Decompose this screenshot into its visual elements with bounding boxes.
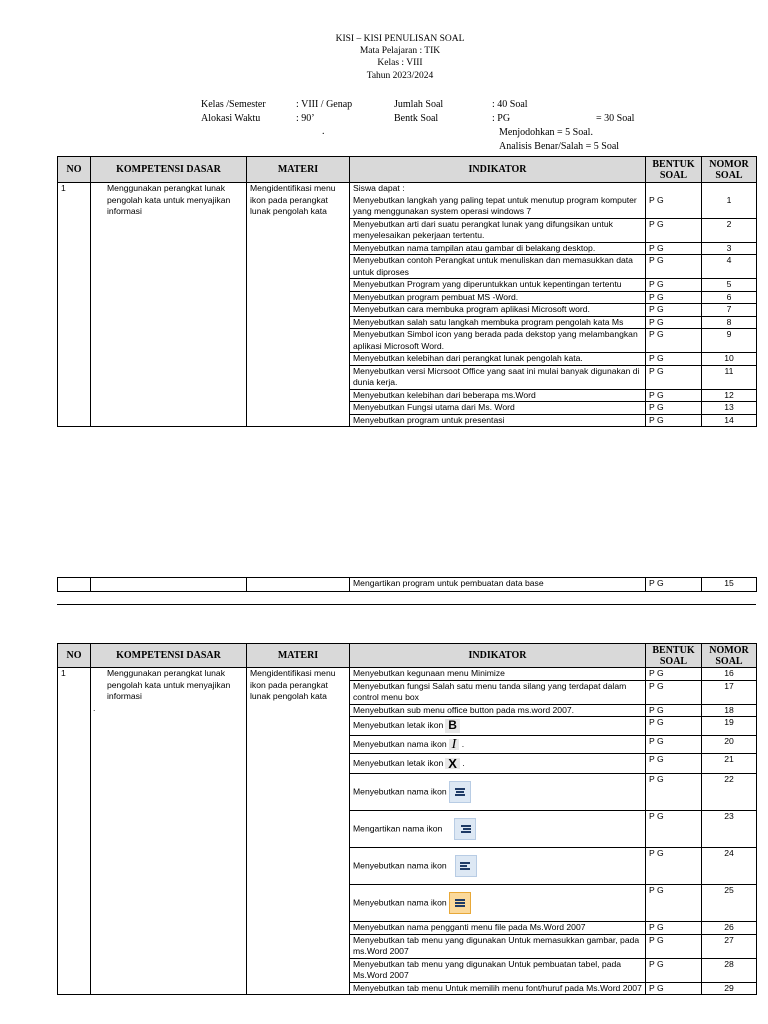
indikator-cell bbox=[350, 754, 646, 774]
strikethrough-x-icon: X bbox=[445, 758, 460, 770]
table-row bbox=[58, 183, 757, 219]
nomor-cell: 27 bbox=[702, 934, 757, 958]
italic-icon: I bbox=[449, 739, 460, 751]
indikator-cell: Menyebutkan program untuk presentasi bbox=[350, 414, 646, 427]
indikator-cell: Menyebutkan kelebihan dari beberapa ms.Word bbox=[350, 389, 646, 402]
bentuk-cell: P G bbox=[646, 218, 702, 242]
page-divider bbox=[57, 604, 756, 605]
nomor-cell: 6 bbox=[702, 291, 757, 304]
bentuk-cell: P G bbox=[646, 402, 702, 415]
indikator-cell: Menyebutkan tab menu yang digunakan Untuk pembuatan tabel, pada Ms.Word 2007 bbox=[350, 958, 646, 982]
col-header-kd: KOMPETENSI DASAR bbox=[91, 644, 247, 668]
bentuk-cell: P G bbox=[646, 736, 702, 754]
nomor-cell: 15 bbox=[702, 578, 757, 592]
indikator-text: Menyebutkan nama ikon bbox=[353, 897, 447, 908]
doc-year: Tahun 2023/2024 bbox=[366, 71, 434, 81]
bentuk-pg-count: = 30 Soal bbox=[596, 113, 635, 124]
indikator-text: Menyebutkan letak ikon bbox=[353, 757, 444, 768]
kisi-table-1 bbox=[57, 156, 757, 427]
nomor-cell: 1 bbox=[702, 183, 757, 219]
indikator-cell: Menyebutkan contoh Perangkat untuk menuliskan dan memasukkan data untuk diproses bbox=[350, 255, 646, 279]
bentuk-cell: P G bbox=[646, 291, 702, 304]
bentuk-cell: P G bbox=[646, 754, 702, 774]
row-no: 1 bbox=[58, 668, 91, 995]
bentuk-pg: : PG bbox=[492, 113, 511, 124]
indikator-cell: Menyebutkan nama pengganti menu file pada Ms.Word 2007 bbox=[350, 922, 646, 935]
nomor-cell: 9 bbox=[702, 329, 757, 353]
indikator-cell: Menyebutkan Fungsi utama dari Ms. Word bbox=[350, 402, 646, 415]
nomor-cell: 7 bbox=[702, 304, 757, 317]
bentuk-cell: P G bbox=[646, 848, 702, 885]
table-row bbox=[58, 578, 757, 592]
indikator-cell: Menyebutkan tab menu Untuk memilih menu font/huruf pada Ms.Word 2007 bbox=[350, 982, 646, 995]
indikator-cell: Menyebutkan cara membuka program aplikasi Microsoft word. bbox=[350, 304, 646, 317]
indikator-text: Menyebutkan nama ikon bbox=[353, 738, 447, 749]
indikator-cell bbox=[350, 736, 646, 754]
alokasi-value: : 90’ bbox=[296, 113, 315, 124]
col-header-kd: KOMPETENSI DASAR bbox=[91, 157, 247, 183]
nomor-cell: 13 bbox=[702, 402, 757, 415]
nomor-cell: 19 bbox=[702, 717, 757, 736]
indikator-cell bbox=[350, 183, 646, 219]
indikator-cell: Menyebutkan versi Micrsoot Office yang saat ini mulai banyak digunakan di dunia kerja. bbox=[350, 365, 646, 389]
nomor-cell: 20 bbox=[702, 736, 757, 754]
bentuk-cell: P G bbox=[646, 255, 702, 279]
col-header-no: NO bbox=[58, 644, 91, 668]
nomor-cell: 12 bbox=[702, 389, 757, 402]
align-right-icon bbox=[454, 818, 476, 840]
bentuk-cell: P G bbox=[646, 704, 702, 717]
indikator-cell: Menyebutkan Program yang diperuntukkan untuk kepentingan tertentu bbox=[350, 279, 646, 292]
doc-title: KISI – KISI PENULISAN SOAL bbox=[335, 34, 465, 44]
bentuk-cell: P G bbox=[646, 242, 702, 255]
indikator-text: Menyebutkan langkah yang paling tepat untuk menutup program komputer yang menggunakan system operasi windows 7 bbox=[353, 194, 637, 216]
bentuk-cell: P G bbox=[646, 885, 702, 922]
indikator-cell: Menyebutkan program pembuat MS -Word. bbox=[350, 291, 646, 304]
nomor-cell: 23 bbox=[702, 811, 757, 848]
indikator-cell: Menyebutkan tab menu yang digunakan Untuk memasukkan gambar, pada ms.Word 2007 bbox=[350, 934, 646, 958]
indikator-text: Menyebutkan nama ikon bbox=[353, 860, 447, 871]
indikator-cell: Menyebutkan Simbol icon yang berada pada dekstop yang melambangkan aplikasi Microsoft Word. bbox=[350, 329, 646, 353]
bentuk-cell: P G bbox=[646, 389, 702, 402]
indikator-cell bbox=[350, 717, 646, 736]
indikator-cell: Mengartikan program untuk pembuatan data base bbox=[350, 578, 646, 592]
nomor-cell: 5 bbox=[702, 279, 757, 292]
bentuk-menjodohkan: Menjodohkan = 5 Soal. bbox=[499, 127, 593, 138]
nomor-cell: 25 bbox=[702, 885, 757, 922]
empty-cell bbox=[58, 578, 91, 592]
nomor-cell: 10 bbox=[702, 353, 757, 366]
indikator-cell: Menyebutkan kelebihan dari perangkat lunak pengolah kata. bbox=[350, 353, 646, 366]
col-header-no: NO bbox=[58, 157, 91, 183]
indikator-text: Mengartikan nama ikon bbox=[353, 823, 443, 834]
bentuk-cell: P G bbox=[646, 365, 702, 389]
doc-subject: Mata Pelajaran : TIK bbox=[359, 46, 441, 56]
bentuk-cell: P G bbox=[646, 774, 702, 811]
materi-cell: Mengidentifikasi menu ikon pada perangkat lunak pengolah kata bbox=[247, 668, 350, 995]
bentuk-cell: P G bbox=[646, 329, 702, 353]
nomor-cell: 14 bbox=[702, 414, 757, 427]
bentuk-cell: P G bbox=[646, 934, 702, 958]
nomor-cell: 3 bbox=[702, 242, 757, 255]
col-header-bentuk: BENTUK SOAL bbox=[646, 644, 702, 668]
alokasi-label: Alokasi Waktu bbox=[201, 113, 261, 124]
kisi-table-2 bbox=[57, 643, 757, 995]
justify-icon bbox=[449, 892, 471, 914]
indikator-cell: Menyebutkan fungsi Salah satu menu tanda silang yang terdapat dalam control menu box bbox=[350, 680, 646, 704]
nomor-cell: 26 bbox=[702, 922, 757, 935]
bentuk-cell: P G bbox=[646, 183, 702, 219]
empty-cell bbox=[91, 578, 247, 592]
indikator-cell bbox=[350, 811, 646, 848]
nomor-cell: 2 bbox=[702, 218, 757, 242]
kelas-label: Kelas /Semester bbox=[201, 99, 266, 110]
col-header-nomor: NOMOR SOAL bbox=[702, 644, 757, 668]
nomor-cell: 21 bbox=[702, 754, 757, 774]
indikator-cell: Menyebutkan sub menu office button pada ms.word 2007. bbox=[350, 704, 646, 717]
nomor-cell: 28 bbox=[702, 958, 757, 982]
indikator-cell: Menyebutkan salah satu langkah membuka program pengolah kata Ms bbox=[350, 316, 646, 329]
kisi-table-continuation bbox=[57, 577, 757, 592]
indikator-cell: Menyebutkan kegunaan menu Minimize bbox=[350, 668, 646, 681]
bentuk-cell: P G bbox=[646, 717, 702, 736]
jumlah-value: : 40 Soal bbox=[492, 99, 528, 110]
align-left-icon bbox=[455, 855, 477, 877]
indikator-cell bbox=[350, 848, 646, 885]
bentuk-cell: P G bbox=[646, 279, 702, 292]
bentuk-cell: P G bbox=[646, 958, 702, 982]
nomor-cell: 17 bbox=[702, 680, 757, 704]
kompetensi-dasar-dot: . bbox=[93, 702, 96, 713]
col-header-bentuk: BENTUK SOAL bbox=[646, 157, 702, 183]
bentuk-cell: P G bbox=[646, 316, 702, 329]
row-no: 1 bbox=[58, 183, 91, 427]
col-header-indikator: INDIKATOR bbox=[350, 157, 646, 183]
doc-grade: Kelas : VIII bbox=[377, 58, 423, 68]
indikator-text: Menyebutkan letak ikon bbox=[353, 720, 444, 731]
bentuk-label: Bentk Soal bbox=[394, 113, 439, 124]
nomor-cell: 29 bbox=[702, 982, 757, 995]
kompetensi-dasar-cell bbox=[91, 668, 247, 995]
indikator-cell: Menyebutkan arti dari suatu perangkat lunak yang difungsikan untuk menyelesaikan pekerjaan tertentu. bbox=[350, 218, 646, 242]
bentuk-cell: P G bbox=[646, 922, 702, 935]
kelas-value: : VIII / Genap bbox=[296, 99, 353, 110]
bentuk-cell: P G bbox=[646, 304, 702, 317]
indikator-suffix: . bbox=[461, 738, 465, 749]
bentuk-cell: P G bbox=[646, 680, 702, 704]
indikator-intro: Siswa dapat : bbox=[353, 183, 405, 193]
materi-cell: Mengidentifikasi menu ikon pada perangkat lunak pengolah kata bbox=[247, 183, 350, 427]
bentuk-cell: P G bbox=[646, 353, 702, 366]
col-header-materi: MATERI bbox=[247, 644, 350, 668]
col-header-nomor: NOMOR SOAL bbox=[702, 157, 757, 183]
kompetensi-dasar-text: Menggunakan perangkat lunak pengolah kata untuk menyajikan informasi bbox=[107, 668, 231, 701]
bentuk-cell: P G bbox=[646, 668, 702, 681]
jumlah-label: Jumlah Soal bbox=[394, 99, 444, 110]
indikator-suffix: . bbox=[462, 757, 465, 768]
nomor-cell: 16 bbox=[702, 668, 757, 681]
meta-dot: . bbox=[322, 126, 325, 137]
indikator-cell: Menyebutkan nama tampilan atau gambar di belakang desktop. bbox=[350, 242, 646, 255]
empty-cell bbox=[247, 578, 350, 592]
bentuk-cell: P G bbox=[646, 811, 702, 848]
bentuk-cell: P G bbox=[646, 414, 702, 427]
nomor-cell: 8 bbox=[702, 316, 757, 329]
bold-icon: B bbox=[445, 719, 460, 733]
align-center-icon bbox=[449, 781, 471, 803]
col-header-materi: MATERI bbox=[247, 157, 350, 183]
indikator-cell bbox=[350, 774, 646, 811]
indikator-cell bbox=[350, 885, 646, 922]
kompetensi-dasar-cell: Menggunakan perangkat lunak pengolah kata untuk menyajikan informasi bbox=[91, 183, 247, 427]
col-header-indikator: INDIKATOR bbox=[350, 644, 646, 668]
table-row bbox=[58, 668, 757, 681]
nomor-cell: 4 bbox=[702, 255, 757, 279]
nomor-cell: 18 bbox=[702, 704, 757, 717]
indikator-text: Menyebutkan nama ikon bbox=[353, 786, 447, 797]
bentuk-cell: P G bbox=[646, 982, 702, 995]
bentuk-analisis: Analisis Benar/Salah = 5 Soal bbox=[499, 141, 620, 152]
bentuk-cell: P G bbox=[646, 578, 702, 592]
nomor-cell: 11 bbox=[702, 365, 757, 389]
nomor-cell: 24 bbox=[702, 848, 757, 885]
nomor-cell: 22 bbox=[702, 774, 757, 811]
